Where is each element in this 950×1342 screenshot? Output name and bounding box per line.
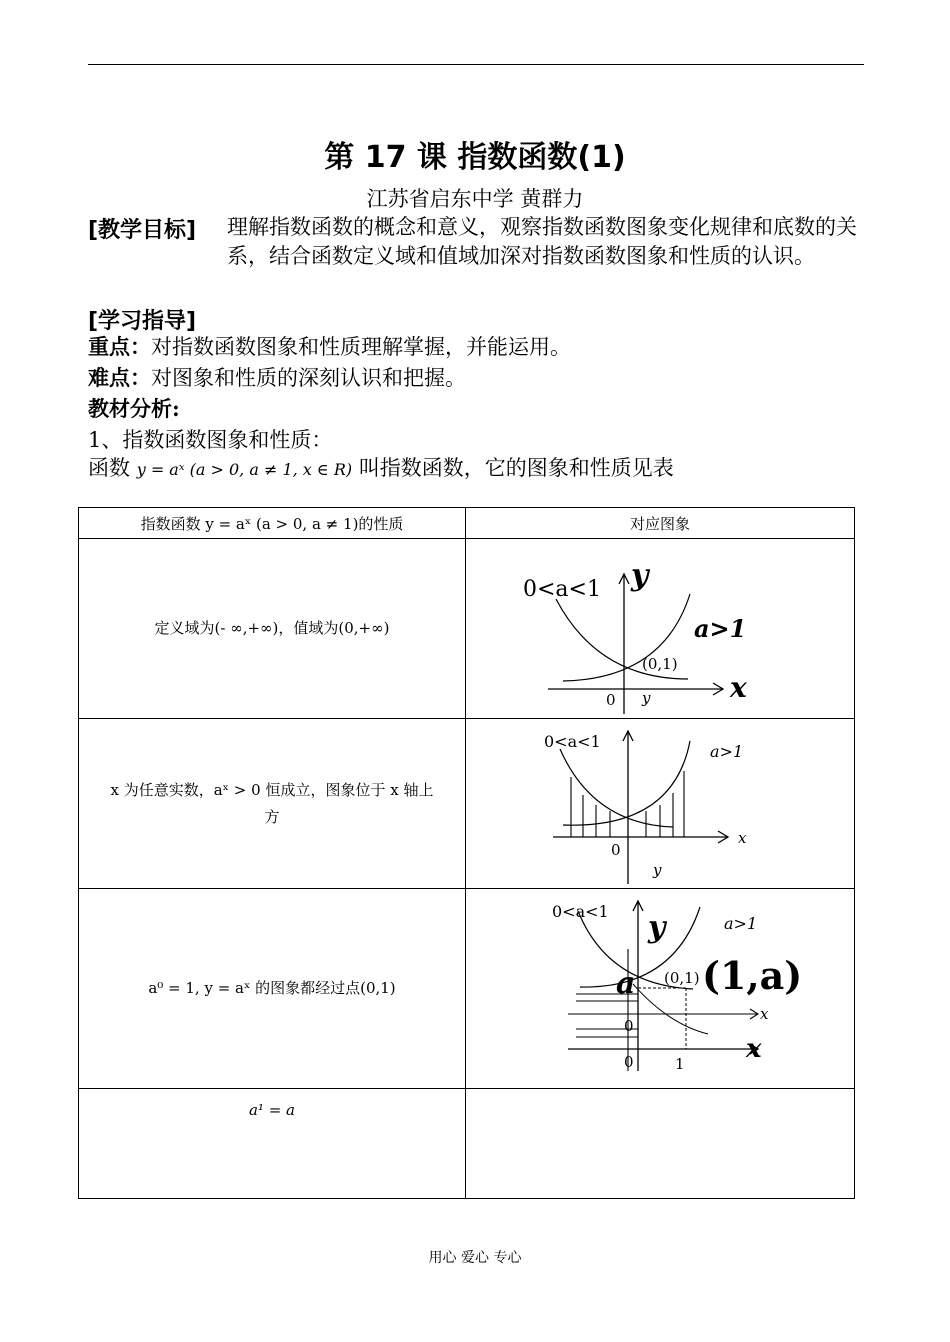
x-axis-label: x — [737, 829, 746, 847]
properties-table — [78, 507, 855, 1199]
y-axis-label: y — [647, 910, 665, 945]
origin-upper-label: 0 — [623, 1017, 634, 1035]
header-graph: 对应图象 — [466, 508, 855, 539]
label-a-gt-1: a>1 — [709, 742, 743, 761]
x-axis-label: x — [745, 1034, 762, 1064]
y-axis-label: y — [630, 558, 648, 593]
analysis-label: 教材分析: — [88, 396, 180, 421]
label-0-lt-a-lt-1: 0<a<1 — [551, 902, 609, 921]
difficulty-line — [88, 362, 466, 392]
graph-cell-2 — [466, 719, 855, 889]
page-title: 第 17 课 指数函数(1) — [324, 140, 626, 175]
x-axis-label: x — [729, 671, 747, 704]
header-property: 指数函数 y = aˣ (a > 0, a ≠ 1)的性质 — [79, 508, 466, 539]
graph-cell-1 — [466, 539, 855, 719]
key-point-line — [88, 331, 571, 361]
graph-domain-range — [468, 539, 853, 714]
graph-passes-0-1 — [468, 889, 853, 1084]
graph-positive-values — [468, 719, 853, 884]
origin-label: 0 — [610, 841, 621, 859]
origin-lower-label: 0 — [623, 1053, 634, 1071]
a-value-label: a — [615, 966, 635, 1001]
definition-formula: y = aˣ (a > 0, a ≠ 1, x ∈ R) — [136, 460, 353, 479]
table-header-row — [79, 508, 855, 539]
y-label-below: y — [641, 689, 650, 707]
definition-suffix: 叫指数函数，它的图象和性质见表 — [358, 456, 674, 480]
graph-cell-3 — [466, 889, 855, 1089]
item-one-heading: 1、指数函数图象和性质： — [88, 428, 333, 452]
graph-cell-4-empty — [466, 1089, 855, 1199]
point-1-a: (1,a) — [701, 953, 802, 998]
x-axis-upper-label: x — [759, 1005, 768, 1023]
goal-text: 理解指数函数的概念和意义，观察指数函数图象变化规律和底数的关系，结合函数定义域和值域加深对指数函数图象和性质的认识。 — [227, 215, 857, 268]
tick-one-label: 1 — [674, 1055, 685, 1073]
author-line: 江苏省启东中学 黄群力 — [366, 187, 584, 211]
table-row — [79, 539, 855, 719]
curve-decreasing — [560, 749, 673, 827]
table-row — [79, 719, 855, 889]
property-positive-values: x 为任意实数，aˣ > 0 恒成立，图象位于 x 轴上方 — [110, 780, 434, 826]
page-footer: 用心 爱心 专心 — [428, 1250, 522, 1266]
point-0-1: (0,1) — [663, 969, 700, 987]
property-domain-range: 定义域为(- ∞,+∞)，值域为(0,+∞) — [154, 619, 390, 637]
label-0-lt-a-lt-1: 0<a<1 — [522, 577, 601, 602]
y-label-below: y — [652, 861, 661, 879]
property-a-power-1: a¹ = a — [248, 1101, 295, 1119]
key-point-label: 重点： — [88, 334, 151, 359]
definition-prefix: 函数 — [88, 456, 130, 480]
property-passes-0-1: a⁰ = 1, y = aˣ 的图象都经过点(0,1) — [148, 979, 396, 997]
difficulty-text: 对图象和性质的深刻认识和把握。 — [151, 366, 466, 390]
table-row — [79, 1089, 855, 1199]
difficulty-label: 难点： — [88, 365, 151, 390]
table-row — [79, 889, 855, 1089]
label-0-lt-a-lt-1: 0<a<1 — [543, 732, 601, 751]
guide-label: [学习指导] — [88, 309, 197, 334]
definition-line — [88, 452, 674, 482]
curve-increasing — [563, 741, 690, 825]
curve-lower — [633, 984, 708, 1034]
header-rule — [88, 64, 864, 65]
key-point-text: 对指数函数图象和性质理解掌握，并能运用。 — [151, 335, 571, 359]
goal-label: [教学目标] — [88, 218, 197, 243]
label-a-gt-1: a>1 — [693, 614, 746, 643]
origin-label: 0 — [605, 691, 616, 709]
point-0-1: (0,1) — [641, 655, 678, 673]
label-a-gt-1: a>1 — [723, 914, 757, 933]
